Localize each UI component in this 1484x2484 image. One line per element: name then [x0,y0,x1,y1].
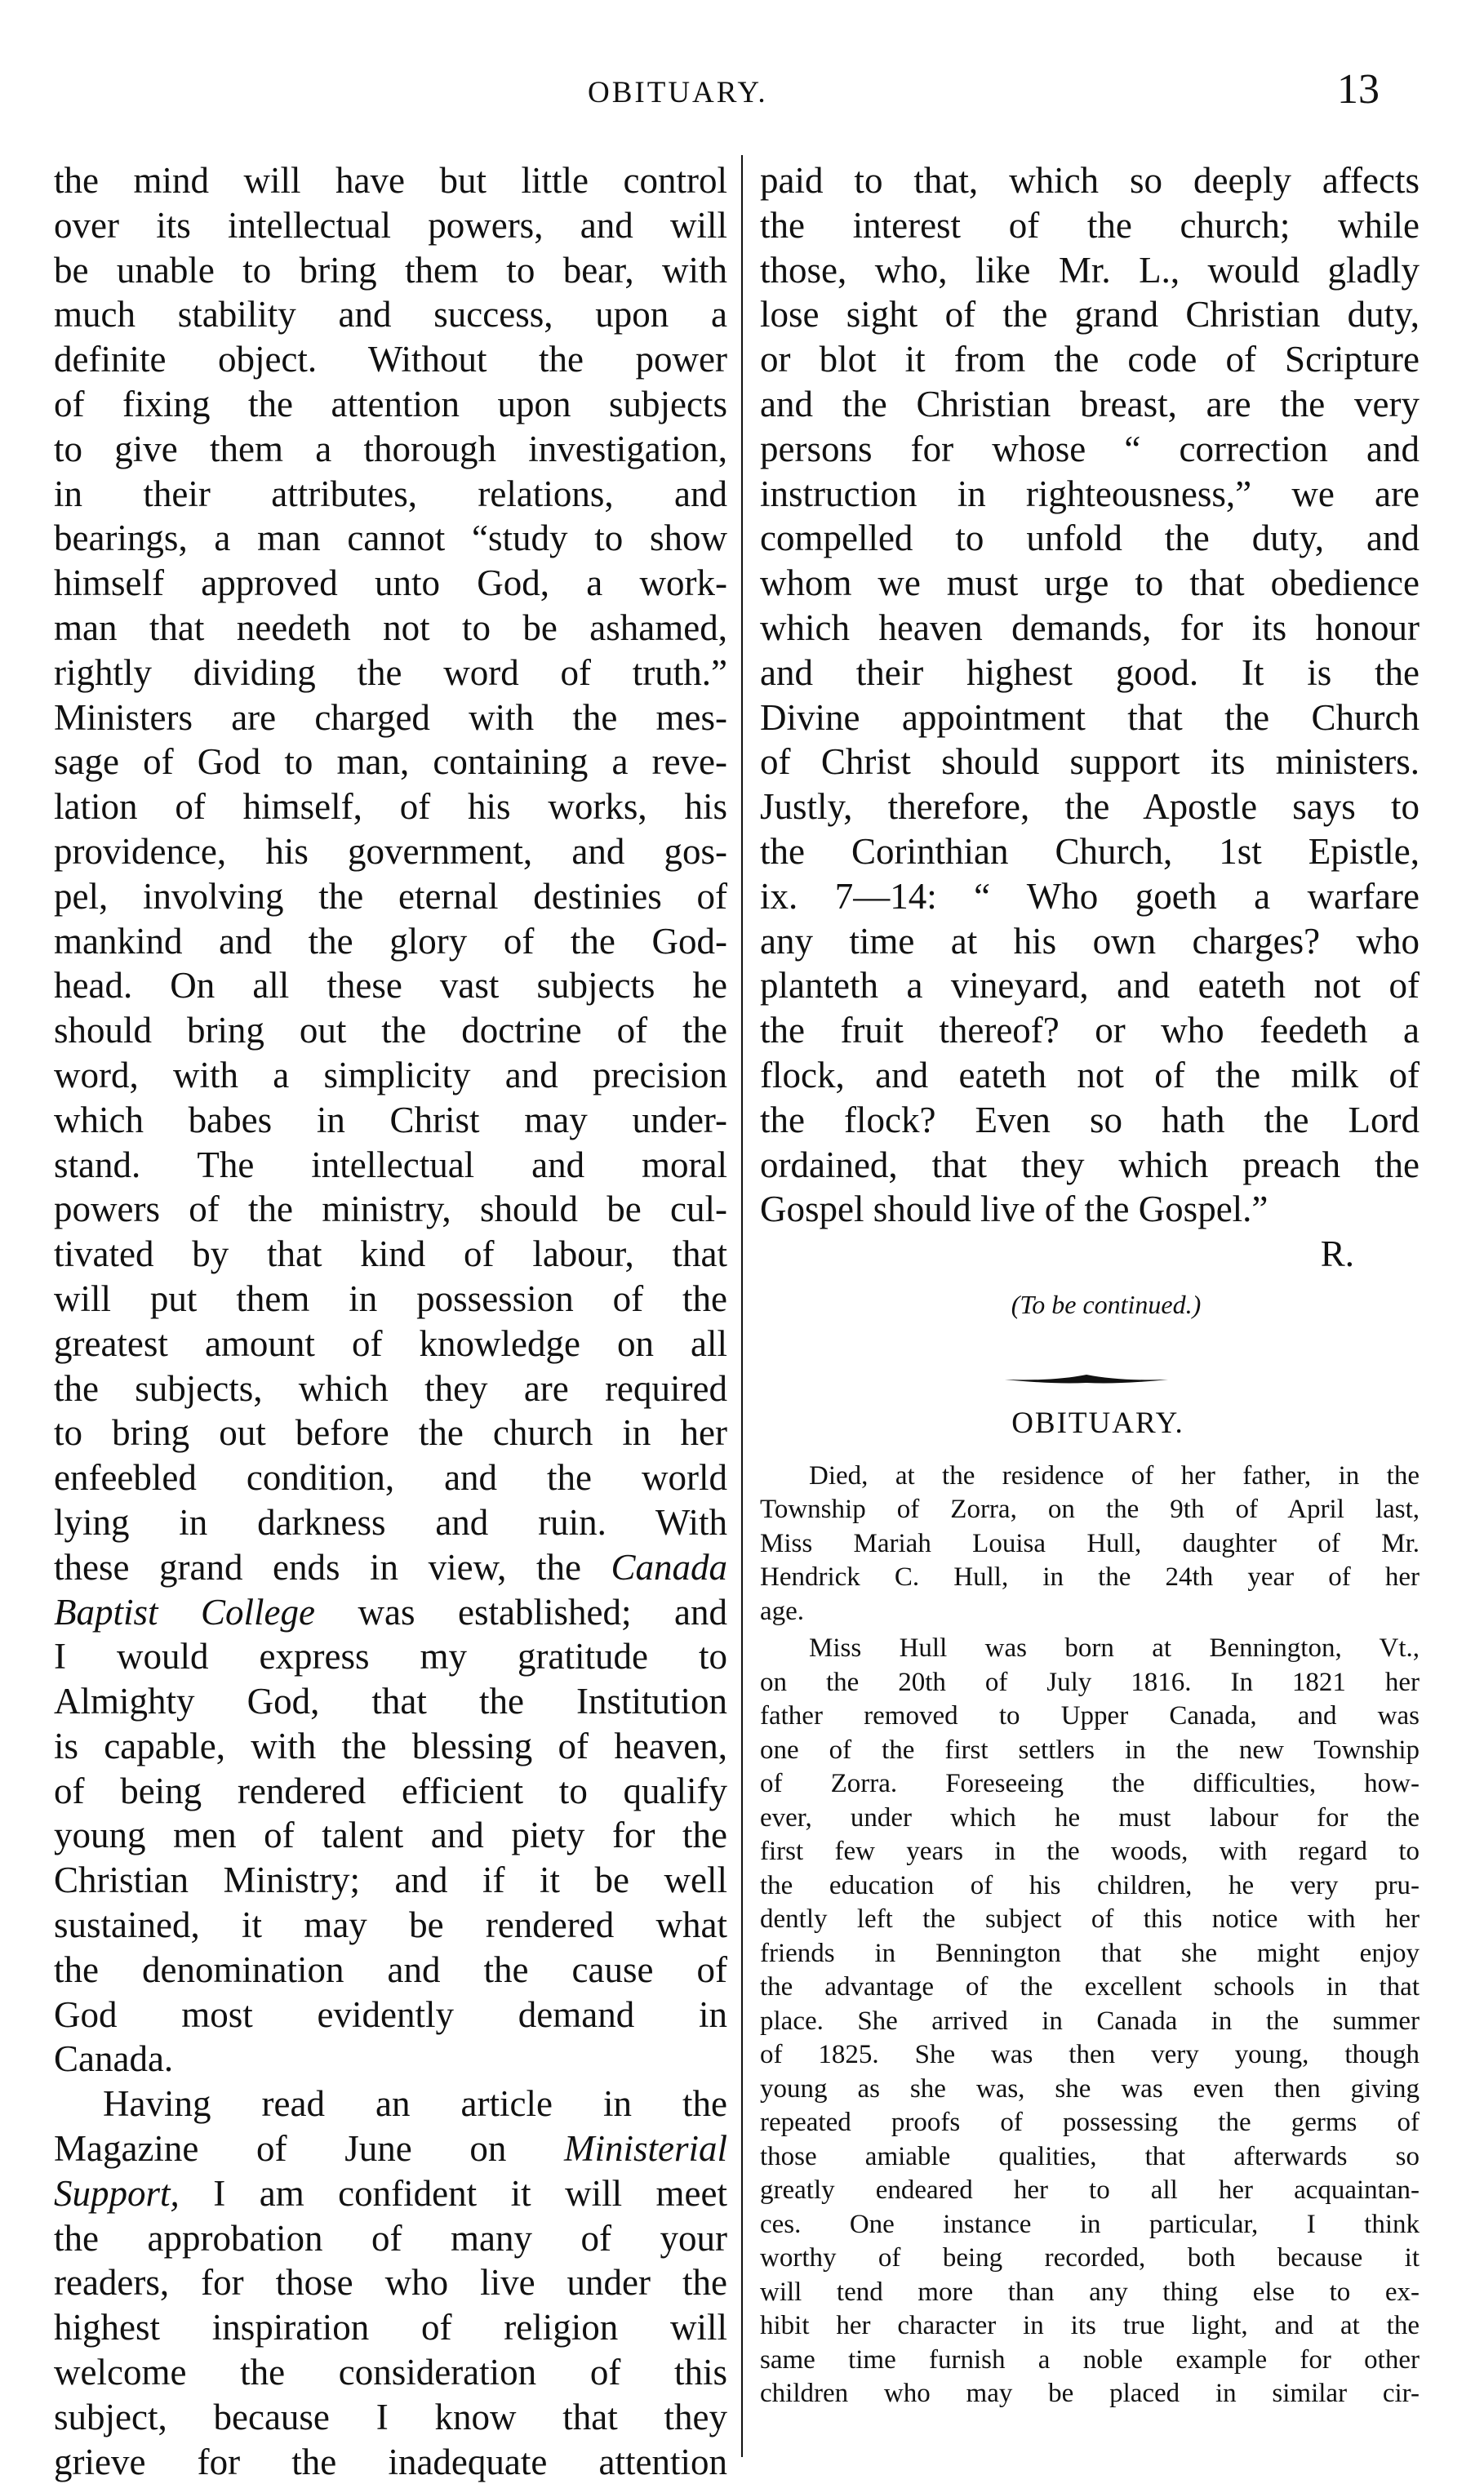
text-line: mankind and the glory of the God- [54,920,727,962]
text-line: of being rendered efficient to qualify [54,1770,727,1811]
text-line: be unable to bring them to bear, with [54,249,727,291]
text-line: instruction in righteousness,” we are [760,473,1420,514]
text-line: the approbation of many of your [54,2217,727,2259]
text-line: Having read an article in the [103,2083,727,2125]
text-line: same time furnish a noble example for other [760,2344,1420,2375]
text-line: powers of the ministry, should be cul- [54,1189,727,1230]
text-line: lation of himself, of his works, his [54,786,727,828]
obituary-paragraph-2 [760,1632,1420,2411]
text-line: Justly, therefore, the Apostle says to [760,786,1420,828]
text-line: place. She arrived in Canada in the summer [760,2006,1420,2036]
text-line: friends in Bennington that she might enjoy [760,1938,1420,1968]
left-column [54,158,727,2484]
text-line: children who may be placed in similar cir- [760,2379,1420,2409]
text-line [54,1590,727,1635]
column-divider [741,155,743,2457]
text-line: much stability and success, upon a [54,294,727,335]
text-line: persons for whose “ correction and [760,428,1420,469]
text-line: which babes in Christ may under- [54,1099,727,1140]
text-line: greatest amount of knowledge on all [54,1322,727,1364]
left-paragraph-2 [54,2216,727,2484]
text-line: ordained, that they which preach the [760,1144,1420,1185]
text-line: definite object. Without the power [54,339,727,380]
text-line: providence, his government, and gos- [54,830,727,872]
text-line: those amiable qualities, that afterwards so [760,2141,1420,2171]
text-line: himself approved unto God, a work- [54,562,727,604]
text-line: lose sight of the grand Christian duty, [760,294,1420,335]
text-line: in their attributes, relations, and [54,473,727,514]
text-line: will tend more than any thing else to ex- [760,2277,1420,2307]
text-line: the advantage of the excellent schools in that [760,1972,1420,2002]
text-line: Miss Mariah Louisa Hull, daughter of Mr. [760,1528,1420,1558]
text-line: word, with a simplicity and precision [54,1054,727,1095]
text-line: Died, at the residence of her father, in the [809,1460,1420,1491]
italic-text: Canada [611,1546,728,1588]
text-line: sage of God to man, containing a reve- [54,741,727,783]
text-line: the fruit thereof? or who feedeth a [760,1010,1420,1051]
text-line: compelled to unfold the duty, and [760,518,1420,559]
text-line: first few years in the woods, with regard to [760,1837,1420,1867]
text-line: young men of talent and piety for the [54,1815,727,1856]
text-line: of 1825. She was then very young, though [760,2040,1420,2070]
text-line: age. [760,1596,805,1626]
left-paragraph-1 [54,158,727,1545]
text-line: Christian Ministry; and if it be well [54,1860,727,1901]
text-line: the education of his children, he very pru- [760,1870,1420,1900]
text-line: those, who, like Mr. L., would gladly [760,249,1420,291]
text-line: the denomination and the cause of [54,1949,727,1990]
text-line: tivated by that kind of labour, that [54,1233,727,1275]
left-paragraph-1-cont [54,1634,727,2037]
text-line: I would express my gratitude to [54,1636,727,1677]
text-line: hibit her character in its true light, and at the [760,2311,1420,2341]
text-line: flock, and eateth not of the milk of [760,1054,1420,1095]
text-line: head. On all these vast subjects he [54,965,727,1006]
ornament-divider [1005,1371,1168,1388]
text-line: to give them a thorough investigation, [54,428,727,469]
text-line: of Christ should support its ministers. [760,741,1420,783]
text-line: repeated proofs of possessing the germs of [760,2108,1420,2138]
text-line: greatly endeared her to all her acquaintan- [760,2175,1420,2206]
text-line [54,1545,727,1590]
text-line: and the Christian breast, are the very [760,383,1420,424]
page-number: 13 [1337,66,1380,113]
text-line: dently left the subject of this notice with her [760,1904,1420,1935]
text-line: the flock? Even so hath the Lord [760,1099,1420,1140]
text-line: whom we must urge to that obedience [760,562,1420,604]
text-line: should bring out the doctrine of the [54,1010,727,1051]
text-line: stand. The intellectual and moral [54,1144,727,1185]
text-line: any time at his own charges? who [760,920,1420,962]
text-line: worthy of being recorded, both because it [760,2243,1420,2273]
text-line: lying in darkness and ruin. With [54,1501,727,1543]
text-run: these grand ends in view, the [54,1546,581,1588]
text-line: the mind will have but little control [54,160,727,201]
text-line [54,2126,727,2171]
section-heading: OBITUARY. [1011,1406,1184,1440]
text-line: subject, because I know that they [54,2396,727,2437]
text-line: the Corinthian Church, 1st Epistle, [760,830,1420,872]
italic-text: Baptist College [54,1591,315,1633]
text-line: ix. 7—14: “ Who goeth a warfare [760,875,1420,917]
text-run: Magazine of June on [54,2128,507,2170]
text-line: Divine appointment that the Church [760,696,1420,738]
obituary-paragraph-1 [760,1460,1420,1629]
text-run: I am confident it will meet [213,2172,728,2214]
text-line: sustained, it may be rendered what [54,1904,727,1946]
text-line [54,2171,727,2216]
text-line: of fixing the attention upon subjects [54,383,727,424]
text-line: which heaven demands, for its honour [760,607,1420,648]
text-line: Canada. [54,2038,174,2080]
text-line: ever, under which he must labour for the [760,1802,1420,1833]
text-line: Almighty God, that the Institution [54,1681,727,1722]
text-line: one of the first settlers in the new Township [760,1735,1420,1765]
text-line: Township of Zorra, on the 9th of April last, [760,1495,1420,1525]
text-line: on the 20th of July 1816. In 1821 her [760,1667,1420,1697]
text-line: readers, for those who live under the [54,2262,727,2304]
text-line: rightly dividing the word of truth.” [54,651,727,693]
right-column [760,158,1420,2411]
text-line: the interest of the church; while [760,204,1420,246]
text-line: father removed to Upper Canada, and was [760,1701,1420,1731]
text-line: is capable, with the blessing of heaven, [54,1725,727,1766]
text-line: Hendrick C. Hull, in the 24th year of her [760,1562,1420,1593]
text-line: will put them in possession of the [54,1278,727,1319]
text-line: Gospel should live of the Gospel.” [760,1189,1269,1230]
text-line: highest inspiration of religion will [54,2307,727,2348]
text-line: planteth a vineyard, and eateth not of [760,965,1420,1006]
signature: R. [1320,1233,1354,1275]
text-line: or blot it from the code of Scripture [760,339,1420,380]
text-line: man that needeth not to be ashamed, [54,607,727,648]
text-line: enfeebled condition, and the world [54,1457,727,1499]
text-line: of Zorra. Foreseeing the difficulties, how- [760,1769,1420,1799]
italic-text: Support, [54,2172,180,2214]
text-line: and their highest good. It is the [760,651,1420,693]
text-line: paid to that, which so deeply affects [760,160,1420,201]
text-line: over its intellectual powers, and will [54,204,727,246]
right-paragraph [760,158,1420,1232]
text-line: God most evidently demand in [54,1993,727,2035]
text-line: welcome the consideration of this [54,2352,727,2393]
text-line: grieve for the inadequate attention [54,2441,727,2482]
text-line: bearings, a man cannot “study to show [54,518,727,559]
text-line: young as she was, she was even then giving [760,2073,1420,2104]
italic-text: Ministerial [564,2128,727,2170]
continued-note: (To be continued.) [1011,1289,1202,1319]
running-head: OBITUARY. [588,76,768,109]
text-line: Miss Hull was born at Bennington, Vt., [809,1633,1420,1664]
text-line: ces. One instance in particular, I think [760,2209,1420,2239]
text-line: to bring out before the church in her [54,1412,727,1454]
text-line: the subjects, which they are required [54,1367,727,1409]
text-line: pel, involving the eternal destinies of [54,875,727,917]
text-run: was established; and [358,1591,727,1633]
text-line: Ministers are charged with the mes- [54,696,727,738]
